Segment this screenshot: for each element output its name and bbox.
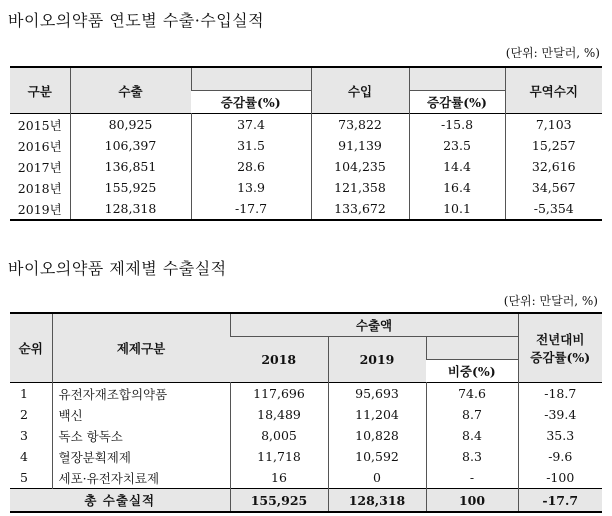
header-2019: 2019 xyxy=(328,337,426,383)
year-cell: 2018년 xyxy=(17,180,62,196)
import-growth-cell: 16.4 xyxy=(409,177,505,198)
import-cell: 121,358 xyxy=(311,177,409,198)
header-yoy-line2: 증감률(%) xyxy=(530,350,591,365)
yoy-cell: -39.4 xyxy=(518,404,602,425)
yoy-cell: -100 xyxy=(518,467,602,489)
export-cell: 106,397 xyxy=(70,135,191,156)
share-cell: 8.7 xyxy=(426,404,518,425)
table-row xyxy=(10,177,602,198)
table1-title: 바이오의약품 연도별 수출·수입실적 xyxy=(8,11,265,30)
share-cell: - xyxy=(426,467,518,489)
table2-title: 바이오의약품 제제별 수출실적 xyxy=(8,259,227,278)
export-2019-cell: 10,828 xyxy=(328,425,426,446)
import-growth-cell: 14.4 xyxy=(409,156,505,177)
yoy-cell: 35.3 xyxy=(518,425,602,446)
header-import-growth: 증감률(%) xyxy=(409,91,505,114)
header-yoy-line1: 전년대비 xyxy=(536,332,585,347)
total-yoy: -17.7 xyxy=(518,489,602,513)
total-label: 총 수출실적 xyxy=(10,489,230,513)
import-cell: 133,672 xyxy=(311,198,409,220)
export-2018-cell: 18,489 xyxy=(230,404,328,425)
header-yoy xyxy=(518,313,602,383)
header-export-amount: 수출액 xyxy=(230,313,518,337)
rank-cell: 4 xyxy=(20,449,28,464)
formulation-cell: 유전자재조합의약품 xyxy=(52,383,230,405)
export-2019-cell: 0 xyxy=(328,467,426,489)
total-row xyxy=(10,489,602,513)
rank-cell: 3 xyxy=(20,428,28,443)
import-growth-cell: -15.8 xyxy=(409,114,505,136)
trade-balance-cell: 15,257 xyxy=(505,135,602,156)
table-row xyxy=(10,383,602,405)
year-cell: 2019년 xyxy=(17,201,62,217)
table1-unit-note: (단위: 만달러, %) xyxy=(505,46,600,60)
export-cell: 128,318 xyxy=(70,198,191,220)
rank-cell: 5 xyxy=(20,470,28,485)
export-growth-cell: 28.6 xyxy=(191,156,311,177)
formulation-cell: 혈장분획제제 xyxy=(52,446,230,467)
export-by-formulation-table xyxy=(10,312,602,513)
export-import-by-year-table xyxy=(10,66,602,221)
share-cell: 74.6 xyxy=(426,383,518,405)
header-trade-balance: 무역수지 xyxy=(505,67,602,114)
export-2018-cell: 11,718 xyxy=(230,446,328,467)
total-share: 100 xyxy=(426,489,518,513)
table2-header-row xyxy=(10,313,602,337)
import-cell: 91,139 xyxy=(311,135,409,156)
import-cell: 104,235 xyxy=(311,156,409,177)
share-cell: 8.3 xyxy=(426,446,518,467)
table-row xyxy=(10,467,602,489)
header-rank: 순위 xyxy=(10,313,52,383)
export-2018-cell: 8,005 xyxy=(230,425,328,446)
import-growth-cell: 10.1 xyxy=(409,198,505,220)
export-cell: 80,925 xyxy=(70,114,191,136)
table-row xyxy=(10,446,602,467)
total-2018: 155,925 xyxy=(230,489,328,513)
import-cell: 73,822 xyxy=(311,114,409,136)
total-2019: 128,318 xyxy=(328,489,426,513)
table-row xyxy=(10,114,602,136)
trade-balance-cell: -5,354 xyxy=(505,198,602,220)
yoy-cell: -9.6 xyxy=(518,446,602,467)
export-2019-cell: 11,204 xyxy=(328,404,426,425)
table-row xyxy=(10,135,602,156)
trade-balance-cell: 7,103 xyxy=(505,114,602,136)
header-2018: 2018 xyxy=(230,337,328,383)
header-import-blank xyxy=(409,67,505,91)
header-share: 비중(%) xyxy=(426,360,518,383)
rank-cell: 1 xyxy=(20,386,28,401)
yoy-cell: -18.7 xyxy=(518,383,602,405)
year-cell: 2015년 xyxy=(17,117,62,133)
export-2019-cell: 95,693 xyxy=(328,383,426,405)
trade-balance-cell: 32,616 xyxy=(505,156,602,177)
formulation-cell: 세포·유전자치료제 xyxy=(52,467,230,489)
formulation-cell: 백신 xyxy=(52,404,230,425)
export-growth-cell: 31.5 xyxy=(191,135,311,156)
export-cell: 155,925 xyxy=(70,177,191,198)
import-growth-cell: 23.5 xyxy=(409,135,505,156)
table-row xyxy=(10,404,602,425)
header-export: 수출 xyxy=(70,67,191,114)
table-row xyxy=(10,198,602,220)
trade-balance-cell: 34,567 xyxy=(505,177,602,198)
header-category: 구분 xyxy=(10,67,70,114)
export-cell: 136,851 xyxy=(70,156,191,177)
year-cell: 2017년 xyxy=(17,159,62,175)
export-2018-cell: 117,696 xyxy=(230,383,328,405)
year-cell: 2016년 xyxy=(17,138,62,154)
export-growth-cell: 13.9 xyxy=(191,177,311,198)
header-import: 수입 xyxy=(311,67,409,114)
table1-header-row xyxy=(10,67,602,91)
table2-unit-note: (단위: 만달러, %) xyxy=(503,294,598,308)
export-2018-cell: 16 xyxy=(230,467,328,489)
header-formulation: 제제구분 xyxy=(52,313,230,383)
header-export-growth: 증감률(%) xyxy=(191,91,311,114)
header-share-blank xyxy=(426,337,518,360)
table-row xyxy=(10,156,602,177)
header-export-blank xyxy=(191,67,311,91)
export-growth-cell: -17.7 xyxy=(191,198,311,220)
export-2019-cell: 10,592 xyxy=(328,446,426,467)
formulation-cell: 독소 항독소 xyxy=(52,425,230,446)
export-growth-cell: 37.4 xyxy=(191,114,311,136)
share-cell: 8.4 xyxy=(426,425,518,446)
table-row xyxy=(10,425,602,446)
rank-cell: 2 xyxy=(20,407,28,422)
